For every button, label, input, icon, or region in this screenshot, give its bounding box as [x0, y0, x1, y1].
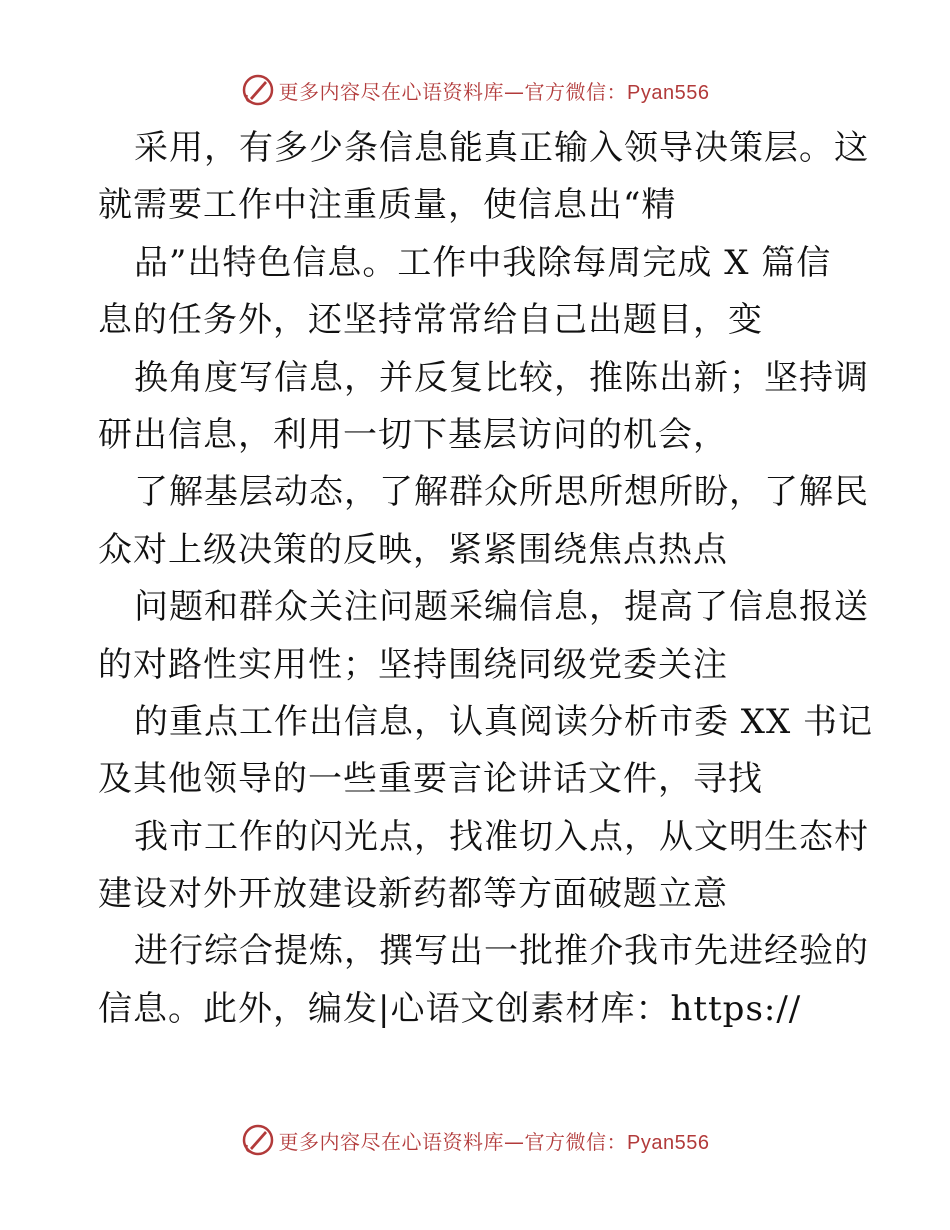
footer-banner-handle: Pyan556 [627, 1131, 710, 1154]
footer-banner [0, 1120, 950, 1160]
body-line-5: 换角度写信息，并反复比较，推陈出新；坚持调 [134, 357, 869, 398]
header-banner-label: 更多内容尽在心语资料库—官方微信： [278, 79, 628, 104]
quill-pen-logo-icon [241, 73, 275, 107]
body-line-13: 我市工作的闪光点，找准切入点，从文明生态村 [134, 816, 869, 857]
body-line-7: 了解基层动态，了解群众所思所想所盼，了解民 [134, 472, 869, 513]
footer-banner-text [279, 1126, 710, 1155]
body-line-15: 进行综合提炼，撰写出一批推介我市先进经验的 [134, 931, 869, 972]
body-line-16: 信息。此外，编发|心语文创素材库：https:// [98, 988, 802, 1029]
header-banner-text [279, 76, 710, 105]
body-line-2: 就需要工作中注重质量，使信息出“精 [98, 185, 677, 226]
quill-pen-logo-icon [241, 1123, 275, 1157]
body-line-6: 研出信息，利用一切下基层访问的机会， [98, 414, 728, 455]
body-line-4: 息的任务外，还坚持常常给自己出题目，变 [98, 300, 763, 341]
body-line-8: 众对上级决策的反映，紧紧围绕焦点热点 [98, 529, 728, 570]
body-line-1: 采用，有多少条信息能真正输入领导决策层。这 [134, 128, 869, 168]
body-line-11: 的重点工作出信息，认真阅读分析市委 XX 书记 [134, 701, 874, 742]
body-line-3: 品”出特色信息。工作中我除每周完成 X 篇信 [134, 242, 832, 283]
body-line-14: 建设对外开放建设新药都等方面破题立意 [98, 874, 728, 915]
body-line-9: 问题和群众关注问题采编信息，提高了信息报送 [134, 587, 869, 628]
header-banner-handle: Pyan556 [627, 81, 710, 104]
header-banner [0, 70, 950, 110]
document-body [98, 120, 874, 1038]
body-line-12: 及其他领导的一些重要言论讲话文件，寻找 [98, 759, 763, 800]
body-line-10: 的对路性实用性；坚持围绕同级党委关注 [98, 644, 728, 685]
footer-banner-label: 更多内容尽在心语资料库—官方微信： [278, 1129, 628, 1154]
